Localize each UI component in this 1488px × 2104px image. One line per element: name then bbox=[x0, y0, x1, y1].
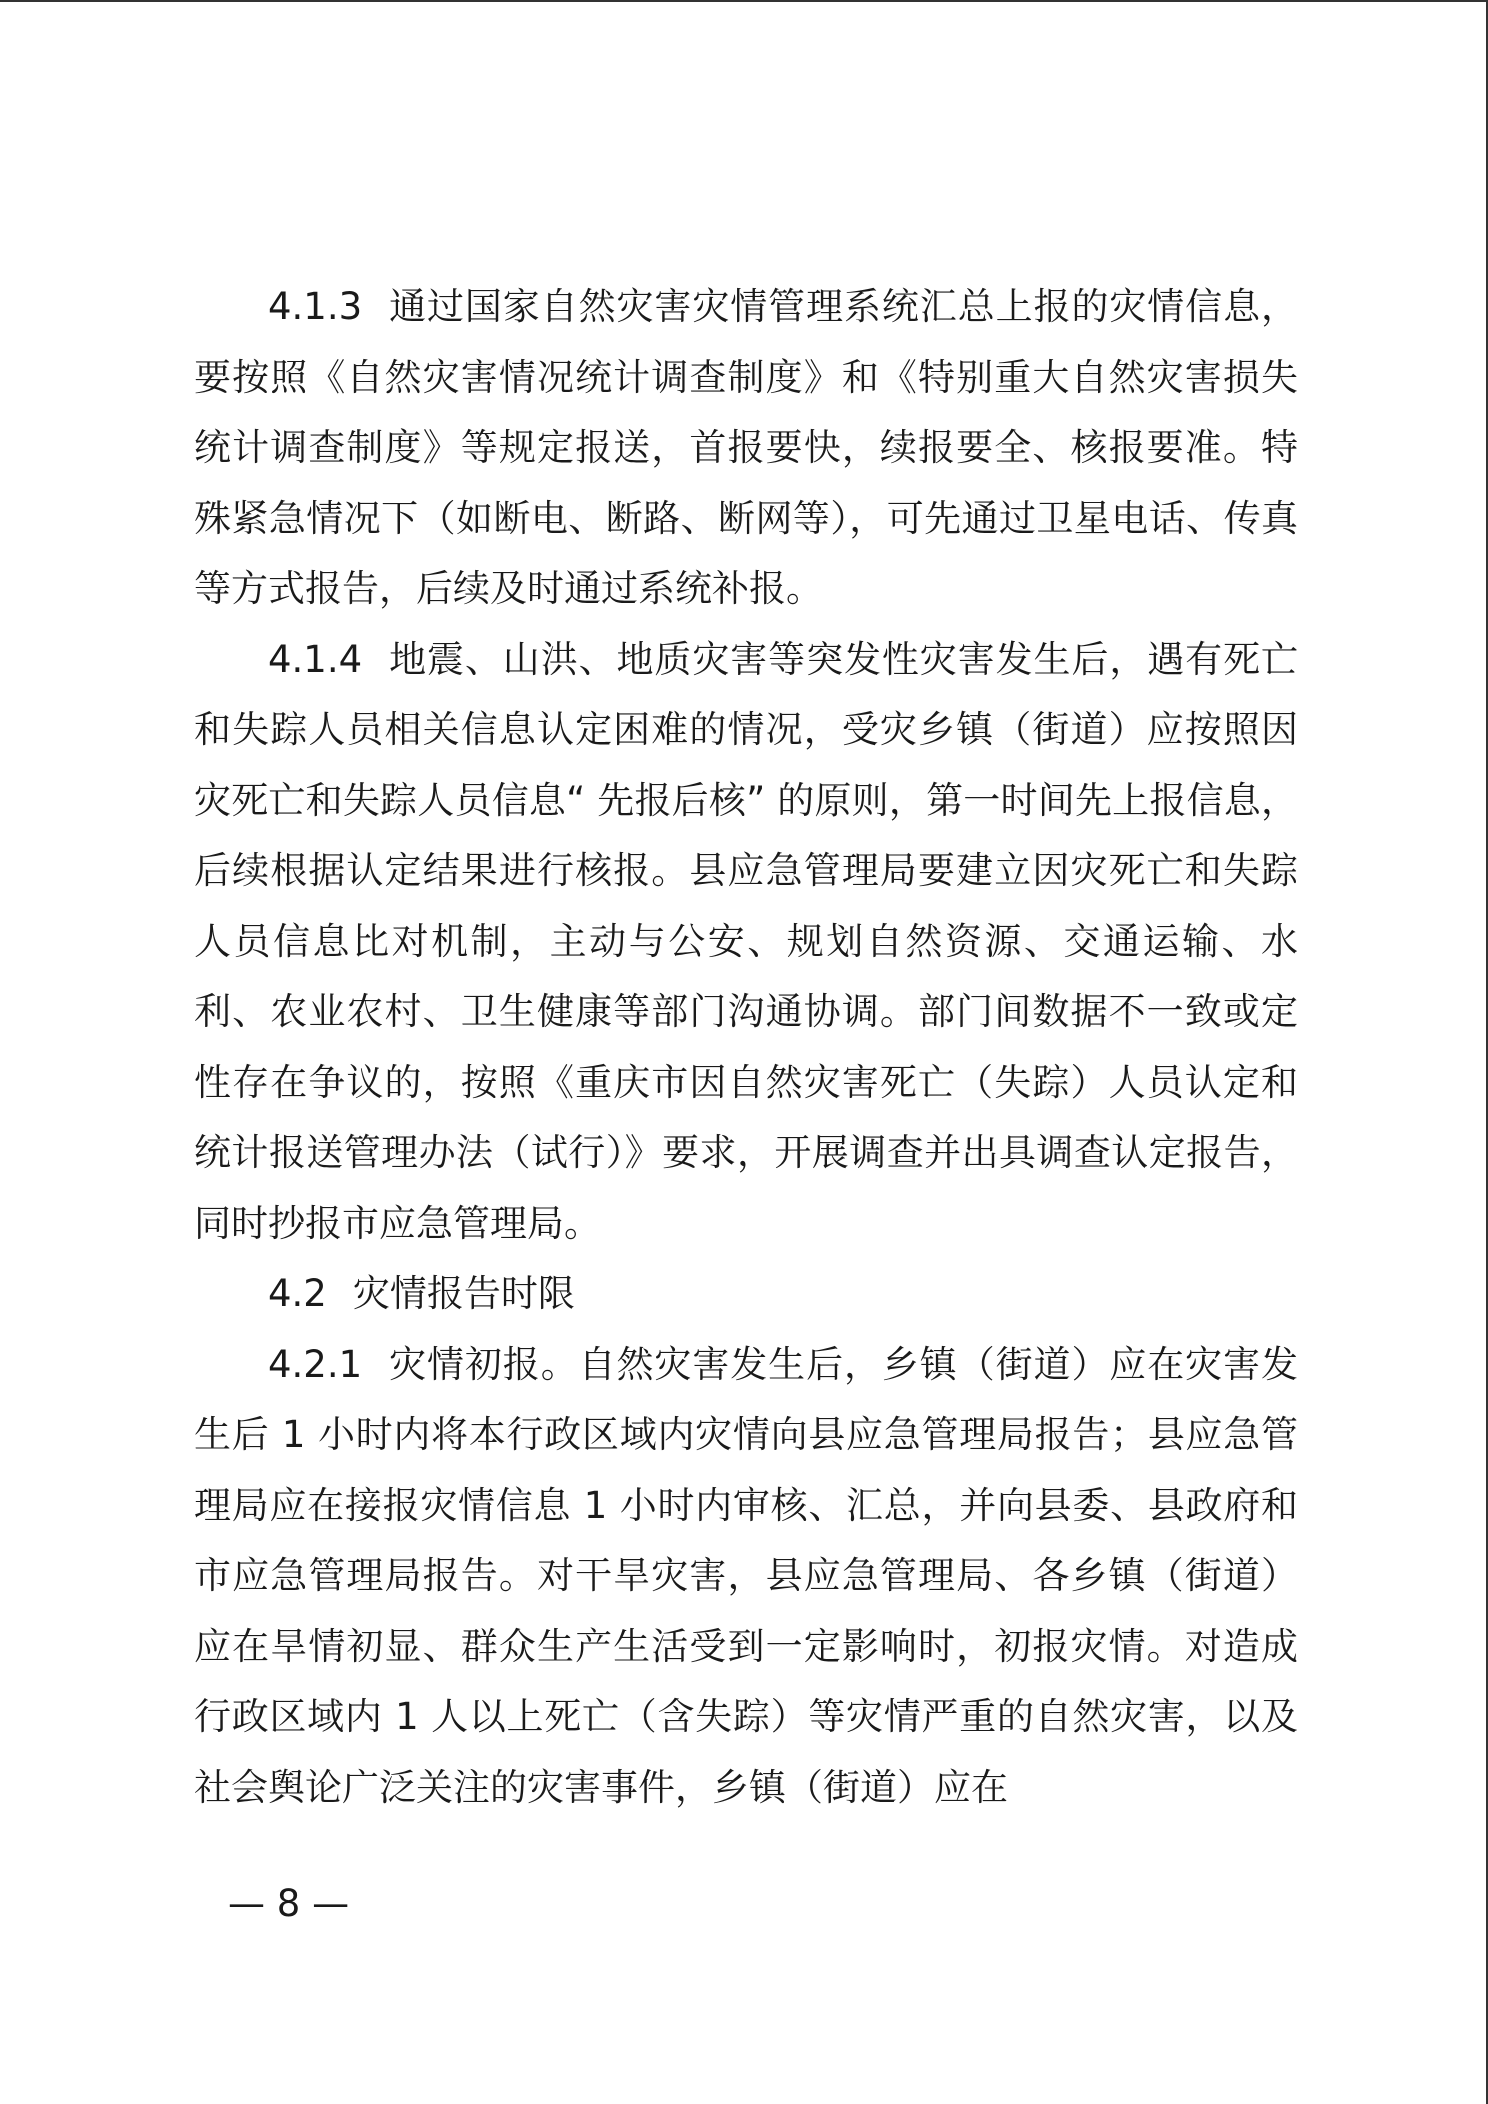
document-body bbox=[194, 272, 1298, 1823]
section-heading-text: 灾情报告时限 bbox=[352, 1272, 575, 1315]
section-number: 4.2.1 bbox=[268, 1342, 363, 1386]
section-4-2-1-paragraph bbox=[194, 1330, 1298, 1824]
section-4-1-3-paragraph bbox=[194, 272, 1298, 625]
page-number: — 8 — bbox=[228, 1882, 350, 1925]
paragraph-text: 地震、山洪、地质灾害等突发性灾害发生后，遇有死亡和失踪人员相关信息认定困难的情况，受灾乡镇（街道）应按照因灾死亡和失踪人员信息“ 先报后核” 的原则，第一时间先上报信息，后续根据认定结果进行核报。县应急管理局要建立因灾死亡和失踪人员信息比对机制，主动与公安、规划自然资源、交通运输、水利、农业农村、卫生健康等部门沟通协调。部门间数据不一致或定性存在争议的，按照《重庆市因自然灾害死亡（失踪）人员认定和统计报送管理办法（试行）》要求，开展调查并出具调查认定报告，同时抄报市应急管理局。 bbox=[194, 637, 1298, 1245]
section-4-1-4-paragraph bbox=[194, 625, 1298, 1260]
paragraph-text: 灾情初报。自然灾害发生后，乡镇（街道）应在灾害发生后 1 小时内将本行政区域内灾情向县应急管理局报告；县应急管理局应在接报灾情信息 1 小时内审核、汇总，并向县委、县政府和市应急管理局报告。对干旱灾害，县应急管理局、各乡镇（街道）应在旱情初显、群众生产生活受到一定影响时，初报灾情。对造成行政区域内 1 人以上死亡（含失踪）等灾情严重的自然灾害，以及社会舆论广泛关注的灾害事件，乡镇（街道）应在 bbox=[194, 1342, 1298, 1809]
section-number: 4.1.3 bbox=[268, 285, 363, 328]
section-number: 4.1.4 bbox=[268, 637, 363, 681]
paragraph-text: 通过国家自然灾害灾情管理系统汇总上报的灾情信息，要按照《自然灾害情况统计调查制度》和《特别重大自然灾害损失统计调查制度》等规定报送，首报要快，续报要全、核报要准。特殊紧急情况下（如断电、断路、断网等），可先通过卫星电话、传真等方式报告，后续及时通过系统补报。 bbox=[194, 285, 1298, 610]
section-4-2-heading bbox=[194, 1259, 1298, 1330]
section-number: 4.2 bbox=[268, 1272, 327, 1315]
